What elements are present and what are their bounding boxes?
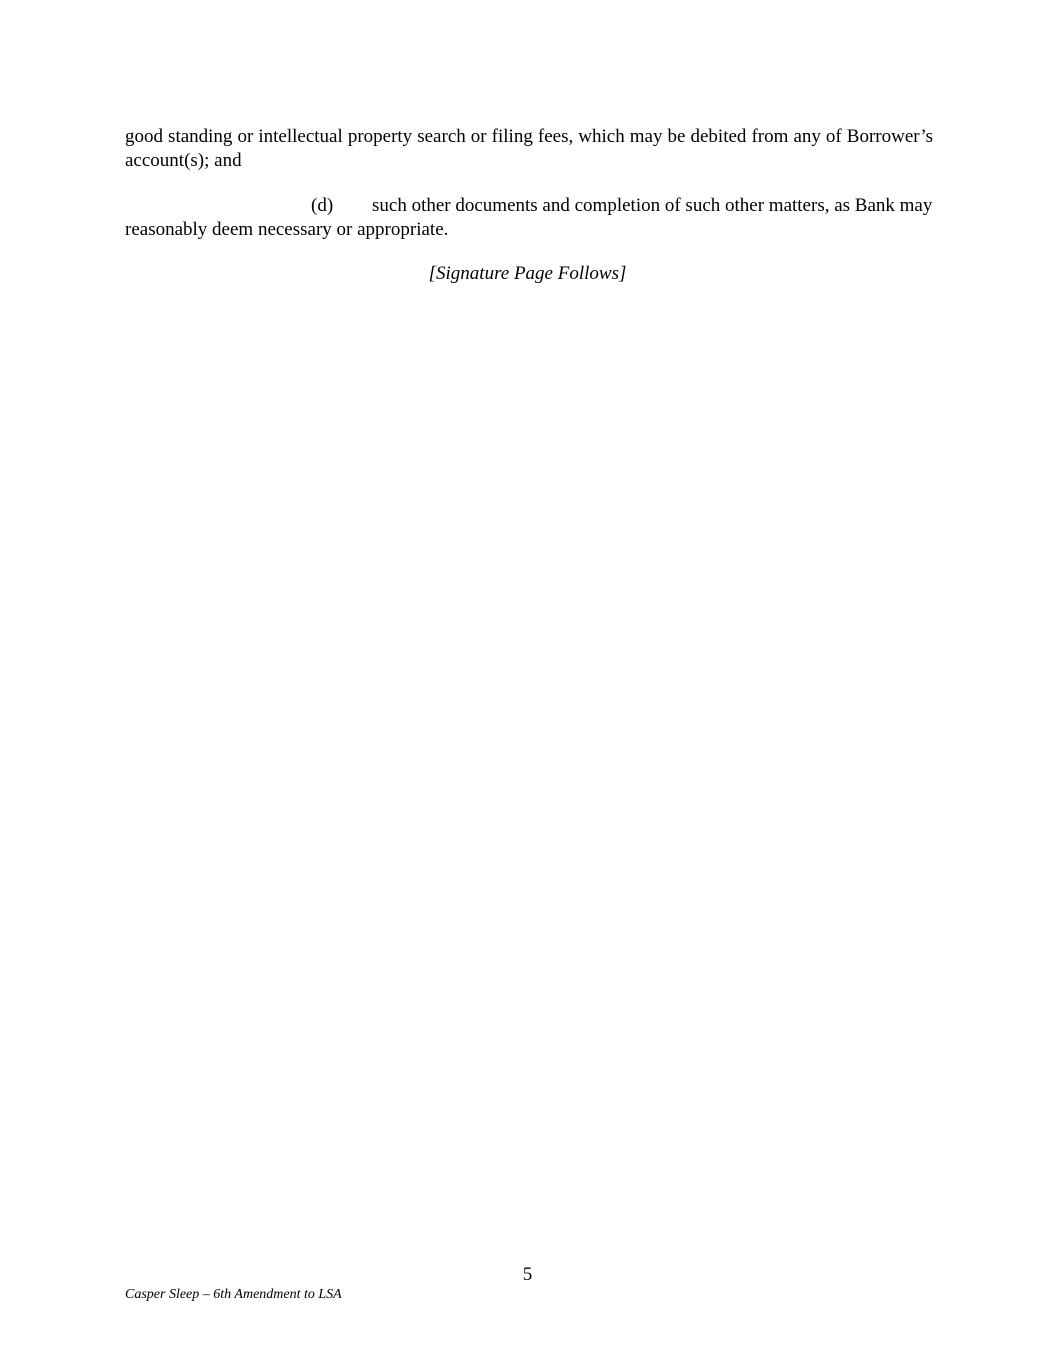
item-text: such other documents and completion of such other matters, as Bank may reasonably deem necessary or appropriate. [125, 195, 933, 240]
document-footer: Casper Sleep – 6th Amendment to LSA [125, 1287, 342, 1302]
signature-page-note: [Signature Page Follows] [428, 263, 627, 284]
paragraph-item-d [125, 194, 933, 242]
item-marker: (d) [311, 195, 334, 216]
paragraph-continuation: good standing or intellectual property search or filing fees, which may be debited from any of Borrower’s account(s); and [125, 126, 933, 171]
page-number: 5 [522, 1264, 533, 1285]
